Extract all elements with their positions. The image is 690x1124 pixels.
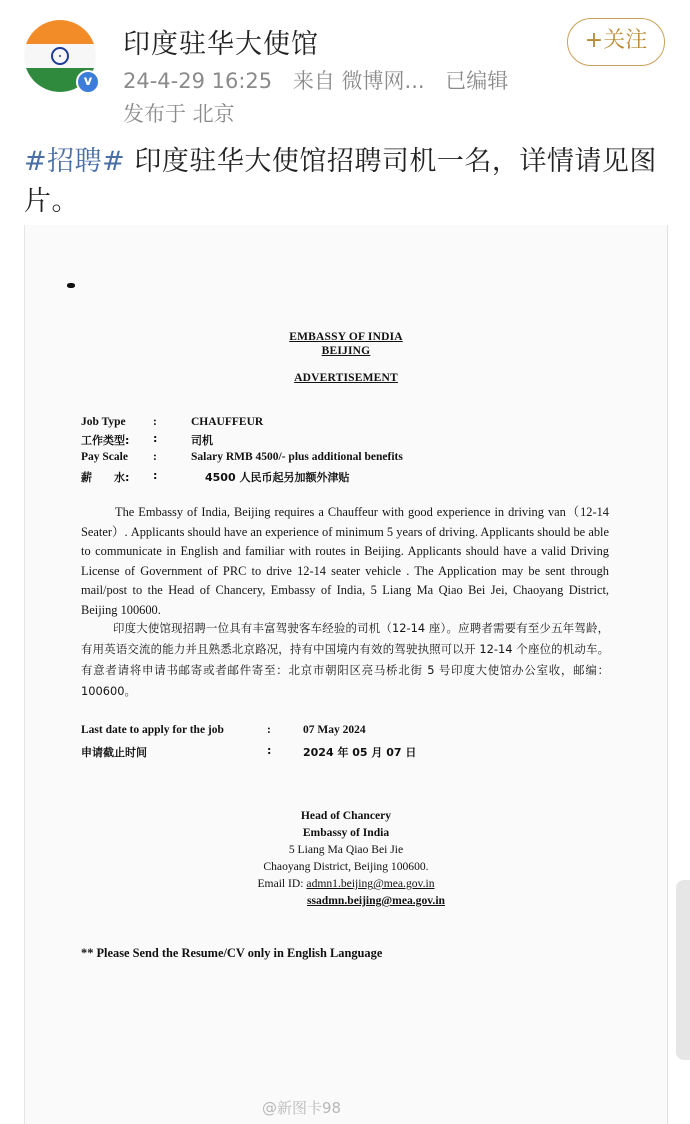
resume-note: ** Please Send the Resume/CV only in English Language <box>81 946 383 960</box>
post-body: 印度驻华大使馆招聘司机一名，详情请见图片。 <box>24 146 657 217</box>
job-type-label-cn: 工作类型: <box>81 434 130 447</box>
signature-address-2: Chaoyang District, Beijing 100600. <box>263 860 429 873</box>
signature-org: Embassy of India <box>302 826 390 839</box>
deadline-label-cn: 申请截止时间 <box>81 746 147 759</box>
job-type-colon-cn: : <box>153 432 158 445</box>
deadline-label: Last date to apply for the job <box>81 724 224 736</box>
deadline-value: 07 May 2024 <box>303 724 366 736</box>
pay-scale-colon: : <box>153 451 157 463</box>
pay-scale-value-cn: 4500 人民币起另加额外津贴 <box>205 471 350 484</box>
flag-saffron-band <box>24 20 96 44</box>
signature-address-1: 5 Liang Ma Qiao Bei Jie <box>288 843 404 856</box>
pay-scale-colon-cn: : <box>153 469 158 482</box>
scan-artifact <box>67 283 75 288</box>
post-source[interactable]: 来自 微博网... <box>292 69 425 93</box>
email-link-1: admn1.beijing@mea.gov.in <box>306 877 435 890</box>
email-label: Email ID: <box>257 877 304 890</box>
signature-email-2: ssadmn.beijing@mea.gov.in <box>306 894 445 907</box>
job-type-colon: : <box>153 416 157 428</box>
post-timestamp: 24-4-29 16:25 <box>123 69 273 93</box>
deadline-colon: : <box>267 724 271 736</box>
doc-city: BEIJING <box>321 345 371 357</box>
edited-label[interactable]: 已编辑 <box>445 69 509 93</box>
signature-title: Head of Chancery <box>300 809 392 822</box>
pay-scale-label-cn: 薪 水: <box>81 471 130 484</box>
pay-scale-value: Salary RMB 4500/- plus additional benefits <box>191 451 403 463</box>
body-paragraph-cn: 印度大使馆现招聘一位具有丰富驾驶客车经验的司机（12-14 座）。应聘者需要有至少五年驾龄，有用英语交流的能力并且熟悉北京路况，持有中国境内有效的驾驶执照可以开 12-14 个座位的机动车。有意者请将申请书邮寄或者邮件寄至：北京市朝阳区亮马桥北街 5 号印度大使馆办公室收，邮编：100600。 <box>81 621 609 698</box>
scrollbar[interactable] <box>676 880 690 1060</box>
post-text <box>24 142 664 222</box>
post-image[interactable] <box>24 225 668 1124</box>
signature-email-line <box>25 877 667 890</box>
author-name[interactable]: 印度驻华大使馆 <box>123 29 319 60</box>
post-location: 发布于 北京 <box>123 102 235 126</box>
hashtag-link[interactable]: #招聘# <box>24 146 126 177</box>
job-type-label: Job Type <box>81 416 126 428</box>
deadline-value-cn: 2024 年 05 月 07 日 <box>303 746 417 759</box>
follow-button[interactable]: +关注 <box>567 18 665 66</box>
doc-title: ADVERTISEMENT <box>294 372 398 384</box>
ashoka-chakra-icon <box>51 47 69 65</box>
deadline-colon-cn: : <box>267 744 272 757</box>
verified-badge-icon: v <box>76 70 100 94</box>
weibo-watermark: @新图卡98 <box>262 1099 342 1117</box>
body-paragraph-en: The Embassy of India, Beijing requires a Chauffeur with good experience in driving van（12-14 Seater）. Applicants should have an experience of minimum 5 years of driving. Applicants should be able to communicate in English and familiar with routes in Beijing. Applicants should have a valid Driving License of Government of PRC to drive 12-14 seater vehicle . The Application may be sent through mail/post to the Head of Chancery, Embassy of India, 5 Liang Ma Qiao Bei Jei, Chaoyang District, Beijing 100600. <box>81 505 609 617</box>
post-meta <box>123 65 522 95</box>
doc-org: EMBASSY OF INDIA <box>289 331 403 343</box>
job-type-value: CHAUFFEUR <box>191 416 264 428</box>
job-type-value-cn: 司机 <box>191 434 213 447</box>
pay-scale-label: Pay Scale <box>81 451 128 463</box>
